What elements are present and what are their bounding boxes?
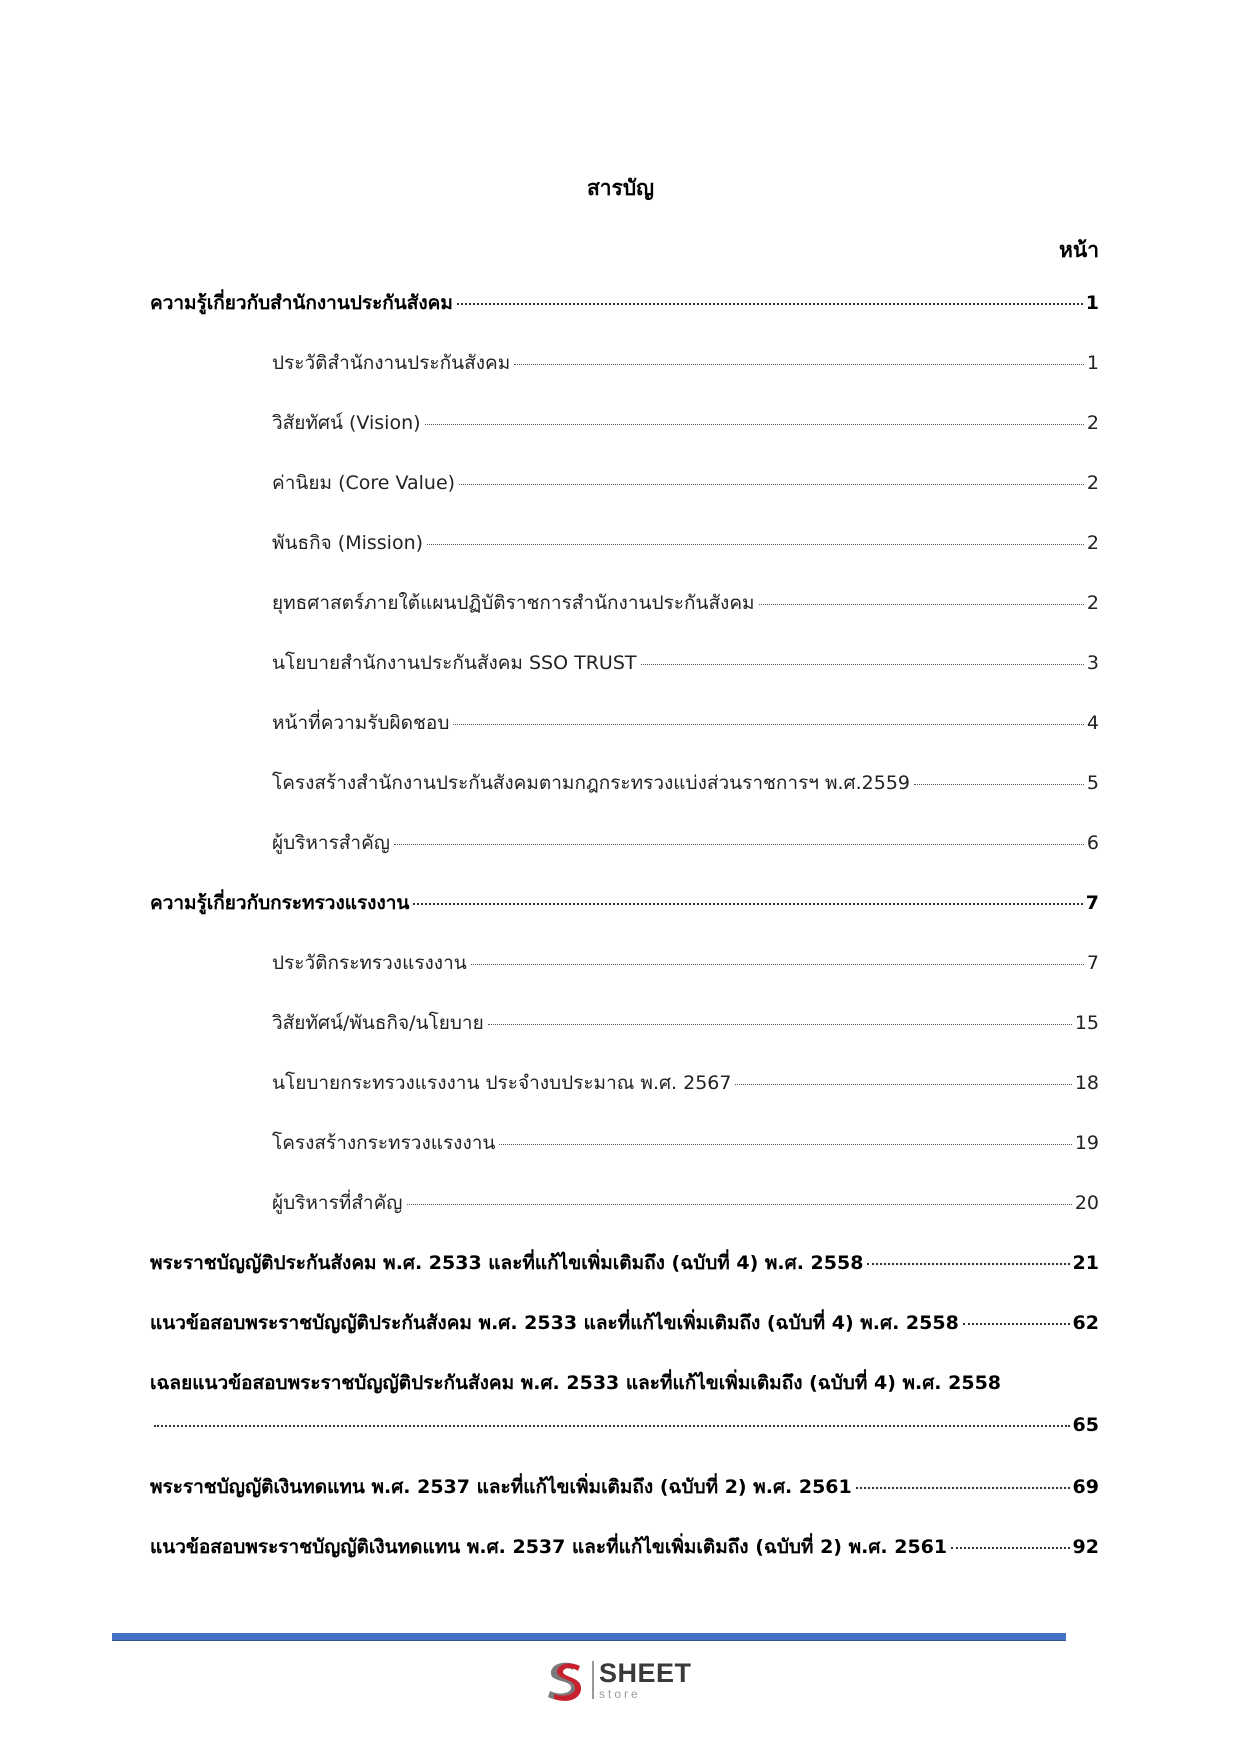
- logo-separator: [592, 1661, 594, 1699]
- logo-word: SHEET: [599, 1658, 692, 1688]
- toc-entry-compensation-act-exam[interactable]: [150, 1534, 1099, 1560]
- toc-entry-page: 3: [1086, 652, 1099, 674]
- toc-entry-page: 5: [1086, 772, 1099, 794]
- toc-entry-sso-executives[interactable]: [272, 830, 1099, 856]
- dot-leader: [407, 1203, 1072, 1205]
- toc-entry-label: พระราชบัญญัติเงินทดแทน พ.ศ. 2537 และที่แก้ไขเพิ่มเติมถึง (ฉบับที่ 2) พ.ศ. 2561: [150, 1476, 852, 1498]
- toc-entry-label: ผู้บริหารสำคัญ: [272, 832, 390, 854]
- toc-entry-label: ความรู้เกี่ยวกับกระทรวงแรงงาน: [150, 892, 410, 914]
- toc-entry-page: 1: [1086, 352, 1099, 374]
- toc-entry-page: 1: [1085, 292, 1099, 314]
- toc-entry-page: 4: [1086, 712, 1099, 734]
- dot-leader: [453, 723, 1084, 725]
- dot-leader: [759, 603, 1084, 605]
- toc-entry-page: 2: [1086, 472, 1099, 494]
- toc-entry-page: 92: [1072, 1536, 1099, 1558]
- toc-entry-continuation: [150, 1412, 1099, 1438]
- toc-entry-sso-knowledge[interactable]: [150, 290, 1099, 316]
- toc-entry-page: 15: [1074, 1012, 1099, 1034]
- dot-leader: [394, 843, 1084, 845]
- toc-entry-label: โครงสร้างสำนักงานประกันสังคมตามกฎกระทรวงแบ่งส่วนราชการฯ พ.ศ.2559: [272, 772, 911, 794]
- toc-entry-labour-structure[interactable]: [272, 1130, 1099, 1156]
- toc-entry-label: พระราชบัญญัติประกันสังคม พ.ศ. 2533 และที่แก้ไขเพิ่มเติมถึง (ฉบับที่ 4) พ.ศ. 2558: [150, 1252, 864, 1274]
- toc-entry-label: เฉลยแนวข้อสอบพระราชบัญญัติประกันสังคม พ.ศ. 2533 และที่แก้ไขเพิ่มเติมถึง (ฉบับที่ 4) พ.ศ. 2558: [150, 1372, 1002, 1394]
- dot-leader: [867, 1262, 1069, 1265]
- toc-entry-social-security-act-exam[interactable]: [150, 1310, 1099, 1336]
- toc-entry-label: วิสัยทัศน์ (Vision): [272, 412, 421, 434]
- toc-entry-label: ค่านิยม (Core Value): [272, 472, 456, 494]
- toc-entry-label: หน้าที่ความรับผิดชอบ: [272, 712, 450, 734]
- dot-leader: [425, 423, 1084, 425]
- toc-entry-social-security-act[interactable]: [150, 1250, 1099, 1276]
- toc-entry-responsibilities[interactable]: [272, 710, 1099, 736]
- toc-entry-page: 65: [1072, 1414, 1099, 1436]
- toc-entry-sso-structure[interactable]: [272, 770, 1099, 796]
- toc-entry-page: 62: [1072, 1312, 1099, 1334]
- dot-leader: [514, 363, 1084, 365]
- toc-entry-label: ประวัติสำนักงานประกันสังคม: [272, 352, 511, 374]
- toc-entry-social-security-act-answers[interactable]: [150, 1370, 1099, 1438]
- toc-entry-sso-history[interactable]: [272, 350, 1099, 376]
- toc-entry-label: นโยบายกระทรวงแรงงาน ประจำงบประมาณ พ.ศ. 2567: [272, 1072, 732, 1094]
- page-column-header: หน้า: [1059, 238, 1099, 262]
- dot-leader: [963, 1322, 1070, 1325]
- dot-leader: [427, 543, 1084, 545]
- dot-leader: [856, 1486, 1070, 1489]
- toc-entry-page: 2: [1086, 592, 1099, 614]
- toc-entry-label: วิสัยทัศน์/พันธกิจ/นโยบาย: [272, 1012, 484, 1034]
- dot-leader: [413, 902, 1082, 905]
- toc-entry-labour-history[interactable]: [272, 950, 1099, 976]
- logo-wordmark: [599, 1660, 692, 1700]
- toc-entry-label: ยุทธศาสตร์ภายใต้แผนปฏิบัติราชการสำนักงานประกันสังคม: [272, 592, 755, 614]
- toc-entry-core-value[interactable]: [272, 470, 1099, 496]
- dot-leader: [914, 783, 1084, 785]
- dot-leader: [641, 663, 1084, 665]
- toc-entry-page: 7: [1085, 892, 1099, 914]
- dot-leader: [488, 1023, 1072, 1025]
- sheet-store-s-icon: [540, 1656, 588, 1704]
- toc-entry-label: แนวข้อสอบพระราชบัญญัติเงินทดแทน พ.ศ. 2537 และที่แก้ไขเพิ่มเติมถึง (ฉบับที่ 2) พ.ศ. 2561: [150, 1536, 948, 1558]
- dot-leader: [499, 1143, 1071, 1145]
- dot-leader: [951, 1546, 1069, 1549]
- toc-entry-vision[interactable]: [272, 410, 1099, 436]
- toc-entry-labour-vision[interactable]: [272, 1010, 1099, 1036]
- toc-entry-page: 2: [1086, 532, 1099, 554]
- toc-entry-compensation-act[interactable]: [150, 1474, 1099, 1500]
- toc-entry-label: ประวัติกระทรวงแรงงาน: [272, 952, 467, 974]
- toc-entry-page: 18: [1074, 1072, 1099, 1094]
- toc-entry-page: 21: [1072, 1252, 1099, 1274]
- toc-entry-page: 19: [1074, 1132, 1099, 1154]
- dot-leader: [154, 1424, 1070, 1427]
- toc-entry-labour-executives[interactable]: [272, 1190, 1099, 1216]
- toc-title: สารบัญ: [586, 176, 655, 200]
- toc-entry-page: 7: [1086, 952, 1099, 974]
- toc-entry-labour-knowledge[interactable]: [150, 890, 1099, 916]
- toc-entry-page: 6: [1086, 832, 1099, 854]
- dot-leader: [471, 963, 1084, 965]
- toc-entry-label: พันธกิจ (Mission): [272, 532, 424, 554]
- toc-entry-label: แนวข้อสอบพระราชบัญญัติประกันสังคม พ.ศ. 2533 และที่แก้ไขเพิ่มเติมถึง (ฉบับที่ 4) พ.ศ. 2558: [150, 1312, 959, 1334]
- toc-entry-label: โครงสร้างกระทรวงแรงงาน: [272, 1132, 496, 1154]
- toc-entry-label: ผู้บริหารที่สำคัญ: [272, 1192, 403, 1214]
- dot-leader: [735, 1083, 1071, 1085]
- toc-entry-label: ความรู้เกี่ยวกับสำนักงานประกันสังคม: [150, 292, 453, 314]
- toc-entry-mission[interactable]: [272, 530, 1099, 556]
- toc-entry-labour-policy[interactable]: [272, 1070, 1099, 1096]
- dot-leader: [459, 483, 1084, 485]
- footer-rule: [112, 1633, 1066, 1641]
- sheet-store-logo: [540, 1655, 710, 1705]
- toc-entry-sso-trust[interactable]: [272, 650, 1099, 676]
- toc-entry-label: นโยบายสำนักงานประกันสังคม SSO TRUST: [272, 652, 637, 674]
- dot-leader: [457, 302, 1083, 305]
- toc-entry-page: 2: [1086, 412, 1099, 434]
- logo-subword: store: [599, 1687, 641, 1701]
- toc-entry-page: 20: [1074, 1192, 1099, 1214]
- toc-entry-strategy[interactable]: [272, 590, 1099, 616]
- toc-entry-page: 69: [1072, 1476, 1099, 1498]
